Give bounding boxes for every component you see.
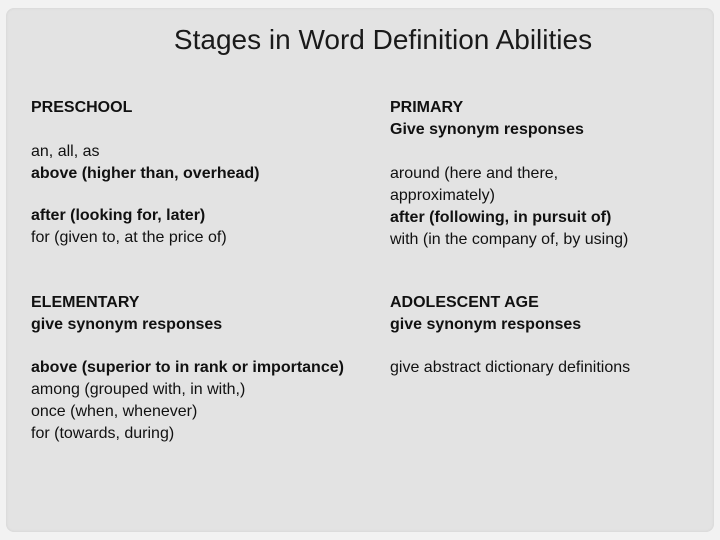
preschool-item: after (looking for, later) — [31, 207, 206, 224]
preschool-item: an, all, as — [31, 143, 100, 160]
adolescent-subheading: give synonym responses — [390, 316, 582, 333]
elementary-items — [31, 357, 344, 445]
elementary-item: above (superior to in rank or importance) — [31, 359, 344, 376]
adolescent-section — [390, 292, 581, 336]
primary-subheading: Give synonym responses — [390, 121, 584, 138]
adolescent-items — [390, 357, 630, 379]
elementary-item: once (when, whenever) — [31, 403, 198, 420]
elementary-heading: ELEMENTARY — [31, 294, 140, 311]
slide-background — [6, 8, 714, 532]
adolescent-heading: ADOLESCENT AGE — [390, 294, 539, 311]
primary-item: with (in the company of, by using) — [390, 231, 629, 248]
preschool-items — [31, 141, 259, 185]
preschool-items-2 — [31, 205, 227, 249]
primary-item: around (here and there, — [390, 165, 559, 182]
primary-item: after (following, in pursuit of) — [390, 209, 612, 226]
adolescent-item: give abstract dictionary definitions — [390, 359, 631, 376]
elementary-item: for (towards, during) — [31, 425, 175, 442]
preschool-section — [31, 97, 132, 119]
primary-items — [390, 163, 628, 251]
elementary-item: among (grouped with, in with,) — [31, 381, 246, 398]
primary-item: approximately) — [390, 187, 495, 204]
preschool-item: for (given to, at the price of) — [31, 229, 227, 246]
primary-heading: PRIMARY — [390, 99, 464, 116]
slide-title: Stages in Word Definition Abilities — [173, 24, 593, 55]
elementary-section — [31, 292, 222, 336]
primary-section — [390, 97, 584, 141]
preschool-item: above (higher than, overhead) — [31, 165, 260, 182]
preschool-heading: PRESCHOOL — [31, 99, 133, 116]
elementary-subheading: give synonym responses — [31, 316, 223, 333]
